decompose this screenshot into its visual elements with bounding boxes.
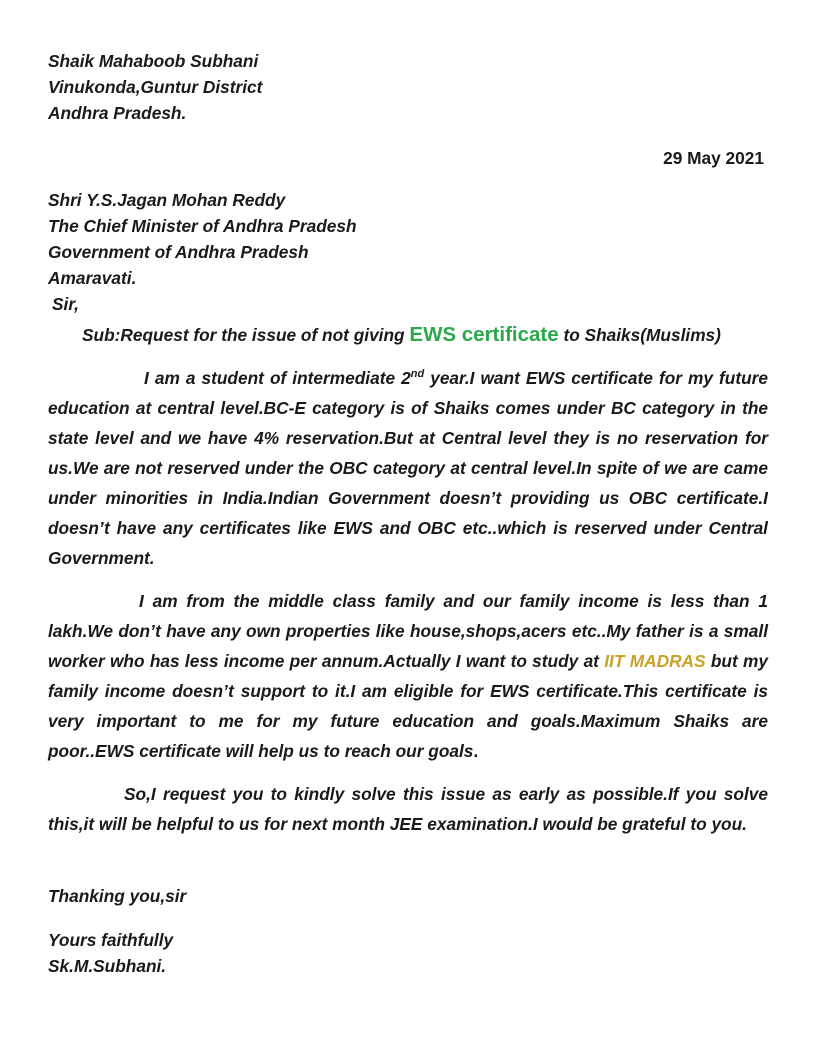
closing-yours: Yours faithfully <box>48 930 174 950</box>
para1-part-a: I am a student of intermediate 2 <box>144 368 411 388</box>
sender-name: Shaik Mahaboob Subhani <box>48 51 259 71</box>
sender-city: Vinukonda,Guntur District <box>48 77 263 97</box>
subject-suffix: to Shaiks(Muslims) <box>558 325 721 345</box>
recipient-place: Amaravati. <box>48 268 137 288</box>
para2-part-b: but my family income doesn’t support to it.I am eligible for EWS certificate.This certificate is very important to me for my future education and goals.Maximum Shaiks are poor..EWS certificate will help us to reach our goals <box>48 651 769 761</box>
letter-date: 29 May 2021 <box>663 148 764 168</box>
paragraph-1 <box>48 363 768 573</box>
recipient-name: Shri Y.S.Jagan Mohan Reddy <box>48 190 286 210</box>
para2-end: . <box>473 741 479 761</box>
paragraph-2 <box>48 586 768 766</box>
recipient-title: The Chief Minister of Andhra Pradesh <box>48 216 357 236</box>
signature: Sk.M.Subhani. <box>48 956 167 976</box>
salutation: Sir, <box>52 294 79 314</box>
para1-part-b: year.I want EWS certificate for my future education at central level.BC-E category is of Shaiks comes under BC category in the state level and we have 4% reservation.But at Central level they is no reservation for us.We are not reserved under the OBC category at central level.In spite of we are came under minorities in India.Indian Government doesn’t providing us OBC certificate.I doesn’t have any certificates like EWS and OBC etc..which is reserved under Central Government. <box>48 368 768 568</box>
recipient-org: Government of Andhra Pradesh <box>48 242 309 262</box>
sender-state: Andhra Pradesh. <box>48 103 187 123</box>
paragraph-3 <box>48 779 768 839</box>
para3-text: So,I request you to kindly solve this issue as early as possible.If you solve this,it will be helpful to us for next month JEE examination.I would be grateful to you. <box>48 784 768 834</box>
subject-line <box>82 323 721 347</box>
closing-thanks: Thanking you,sir <box>48 886 187 906</box>
para2-highlight: IIT MADRAS <box>604 651 706 671</box>
para2-part-a: I am from the middle class family and our family income is less than 1 lakh.We don’t have any own properties like house,shops,acers etc..My father is a small worker who has less income per annum.Actually I want to study at <box>48 591 768 671</box>
subject-prefix: Sub:Request for the issue of not giving <box>82 325 410 345</box>
para1-superscript: nd <box>410 368 425 381</box>
subject-highlight: EWS certificate <box>409 323 559 346</box>
